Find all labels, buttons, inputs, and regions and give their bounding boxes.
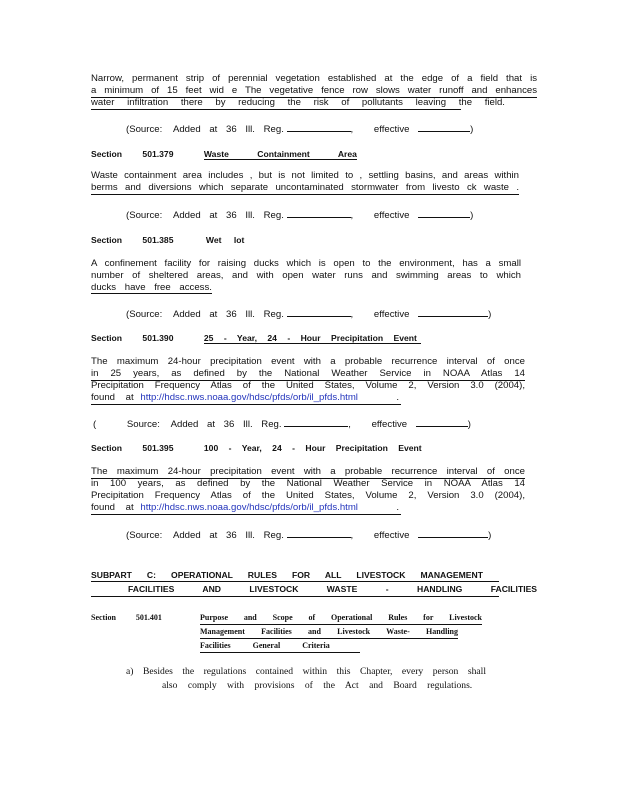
section-title-line: Management Facilities and Livestock Waste- Handling xyxy=(200,626,458,639)
section-text-line: Precipitation Frequency Atlas of the United States, Volume 2, Version 3.0 (2004), xyxy=(91,490,525,501)
effective-date-blank xyxy=(418,122,470,132)
register-page-blank xyxy=(284,417,348,427)
subpart-rule xyxy=(91,596,499,597)
source-open: (Source: xyxy=(126,124,163,135)
source-effective: effective xyxy=(373,124,410,135)
noaa-atlas-link[interactable]: http://hdsc.nws.noaa.gov/hdsc/pfds/orb/il_pfds.html xyxy=(140,392,358,403)
subpart-heading: SUBPART C: OPERATIONAL RULES FOR ALL LIVESTOCK MANAGEMENT xyxy=(91,570,483,580)
source-note: ( Source: Added at 36 Ill. Reg. , effective ) xyxy=(93,419,471,430)
section-text-line: in 25 years, as defined by the National Weather Service in NOAA Atlas 14 xyxy=(91,368,525,379)
section-text-line: found at http://hdsc.nws.noaa.gov/hdsc/pfds/orb/il_pfds.html . xyxy=(91,392,399,403)
section-heading: Section 501.379 Waste Containment Area xyxy=(91,149,357,159)
source-note: (Source: Added at 36 Ill. Reg. , effective ) xyxy=(126,530,492,541)
register-page-blank xyxy=(287,208,351,218)
section-title: 25 - Year, 24 - Hour Precipitation Event xyxy=(204,333,421,344)
register-page-blank xyxy=(287,122,351,132)
subsection-text-line: a) Besides the regulations contained within this Chapter, every person shall xyxy=(126,666,486,677)
section-text-line: The maximum 24-hour precipitation event with a probable recurrence interval of once xyxy=(91,356,525,367)
section-text-line: Waste containment area includes , but is not limited to , settling basins, and areas within xyxy=(91,170,519,181)
section-title: 100 - Year, 24 - Hour Precipitation Event xyxy=(203,443,422,453)
register-page-blank xyxy=(287,307,351,317)
section-text-line: ducks have free access. xyxy=(91,282,212,293)
subpart-heading-line2: FACILITIES AND LIVESTOCK WASTE - HANDLING FACILITIES xyxy=(128,584,538,594)
section-title: Wet lot xyxy=(205,235,245,245)
effective-date-blank xyxy=(418,528,488,538)
register-page-blank xyxy=(287,528,351,538)
definition-text-line: a minimum of 15 feet wid e The vegetative fence row slows water runoff and enhances xyxy=(91,85,537,96)
section-title-line: Purpose and Scope of Operational Rules for Livestock xyxy=(200,612,482,625)
section-text-line: number of sheltered areas, and with open water runs and swimming areas to which xyxy=(91,270,521,281)
source-note: (Source: Added at 36 Ill. Reg. , effective ) xyxy=(126,124,474,135)
definition-text-line: water infiltration there by reducing the risk of pollutants leaving the field. xyxy=(91,97,505,108)
section-text-line: found at http://hdsc.nws.noaa.gov/hdsc/pfds/orb/il_pfds.html . xyxy=(91,502,399,513)
section-text-line: The maximum 24-hour precipitation event with a probable recurrence interval of once xyxy=(91,466,525,477)
section-text-line: in 100 years, as defined by the National Weather Service in NOAA Atlas 14 xyxy=(91,478,525,489)
section-text-line: A confinement facility for raising ducks which is open to the environment, has a small xyxy=(91,258,521,269)
section-text-line: Precipitation Frequency Atlas of the United States, Volume 2, Version 3.0 (2004), xyxy=(91,380,525,391)
definition-text-line: Narrow, permanent strip of perennial vegetation established at the edge of a field that is xyxy=(91,73,537,84)
effective-date-blank xyxy=(418,208,470,218)
section-text-line: berms and diversions which separate uncontaminated stormwater from livesto ck waste . xyxy=(91,182,519,193)
source-added: Added at 36 Ill. Reg. xyxy=(172,124,284,135)
noaa-atlas-link[interactable]: http://hdsc.nws.noaa.gov/hdsc/pfds/orb/il_pfds.html xyxy=(140,502,358,513)
subsection-text-line: also comply with provisions of the Act and Board regulations. xyxy=(162,680,473,691)
effective-date-blank xyxy=(418,307,488,317)
section-heading: Section 501.385 Wet lot xyxy=(91,235,245,245)
source-note: (Source: Added at 36 Ill. Reg. , effective ) xyxy=(126,309,492,320)
section-heading: Section 501.390 25 - Year, 24 - Hour Precipitation Event xyxy=(91,332,421,344)
section-heading: Section 501.395 100 - Year, 24 - Hour Precipitation Event xyxy=(91,443,422,453)
subpart-rule xyxy=(91,581,499,582)
source-note: (Source: Added at 36 Ill. Reg. , effective ) xyxy=(126,210,474,221)
section-title: Waste Containment Area xyxy=(203,149,357,159)
effective-date-blank xyxy=(416,417,468,427)
section-number: Section 501.401 xyxy=(91,613,162,622)
section-title-line: Facilities General Criteria xyxy=(200,640,360,653)
